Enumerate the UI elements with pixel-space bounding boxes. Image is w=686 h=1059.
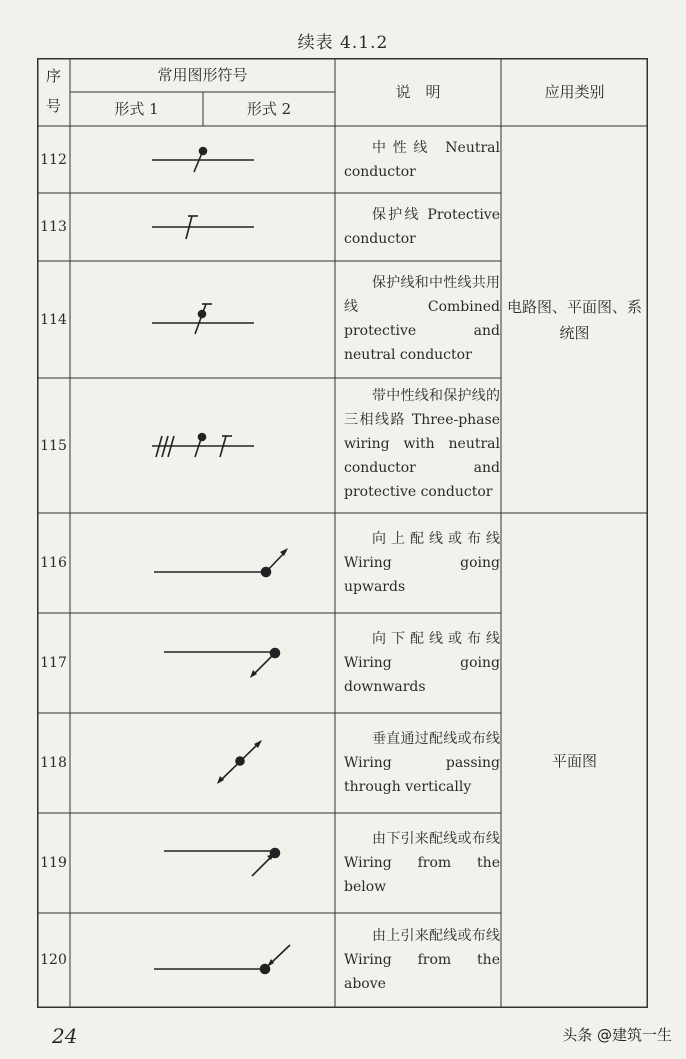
wiring-from-above-symbol bbox=[154, 945, 290, 974]
row-description: 保护线和中性线共用线 Combined protective and neutral conductor bbox=[344, 275, 500, 363]
three-phase-wiring-symbol bbox=[152, 434, 254, 458]
row-description: 保护线 Protective conductor bbox=[344, 207, 500, 247]
header-seq-top: 序 bbox=[45, 67, 61, 85]
symbol-table bbox=[37, 58, 648, 1008]
wiring-upwards-symbol bbox=[154, 548, 288, 577]
row-number: 118 bbox=[40, 755, 67, 771]
wiring-passing-vertically-symbol bbox=[217, 740, 262, 784]
header-symbol: 常用图形符号 bbox=[157, 66, 248, 84]
row-number: 116 bbox=[40, 555, 67, 571]
row-number: 115 bbox=[40, 438, 67, 454]
row-description: 由下引来配线或布线 Wiring from the below bbox=[344, 831, 500, 895]
row-number: 112 bbox=[40, 152, 67, 168]
row-number: 113 bbox=[40, 219, 67, 235]
row-number: 120 bbox=[40, 952, 67, 968]
header-seq-bottom: 号 bbox=[45, 97, 61, 115]
row-description: 垂直通过配线或布线 Wiring passing through vertically bbox=[344, 731, 500, 795]
row-description: 向下配线或布线 Wiring going downwards bbox=[344, 631, 500, 695]
row-description: 向上配线或布线 Wiring going upwards bbox=[344, 531, 500, 595]
watermark: 头条 @建筑一生 bbox=[562, 1026, 672, 1044]
combined-conductor-symbol bbox=[152, 304, 254, 334]
protective-conductor-symbol bbox=[152, 216, 254, 239]
category-group1: 电路图、平面图、系统图 bbox=[507, 298, 643, 342]
page-number: 24 bbox=[52, 1024, 78, 1048]
category-group2: 平面图 bbox=[551, 752, 597, 770]
symbols-layer bbox=[70, 58, 335, 1008]
neutral-conductor-symbol bbox=[152, 148, 254, 173]
row-description: 带中性线和保护线的三相线路 Three-phase wiring with neutral conductor and protective conductor bbox=[344, 388, 500, 500]
wiring-from-below-symbol bbox=[164, 849, 280, 877]
row-number: 117 bbox=[40, 655, 67, 671]
table-title: 续表 4.1.2 bbox=[297, 33, 389, 53]
row-number: 114 bbox=[40, 312, 67, 328]
row-description: 由上引来配线或布线 Wiring from the above bbox=[344, 928, 500, 992]
header-desc: 说 明 bbox=[395, 83, 441, 101]
row-description: 中性线 Neutral conductor bbox=[344, 140, 500, 180]
header-category: 应用类别 bbox=[544, 83, 605, 101]
header-form1: 形式 1 bbox=[114, 100, 159, 118]
wiring-downwards-symbol bbox=[164, 649, 280, 679]
header-form2: 形式 2 bbox=[246, 100, 292, 118]
row-number: 119 bbox=[40, 855, 67, 871]
